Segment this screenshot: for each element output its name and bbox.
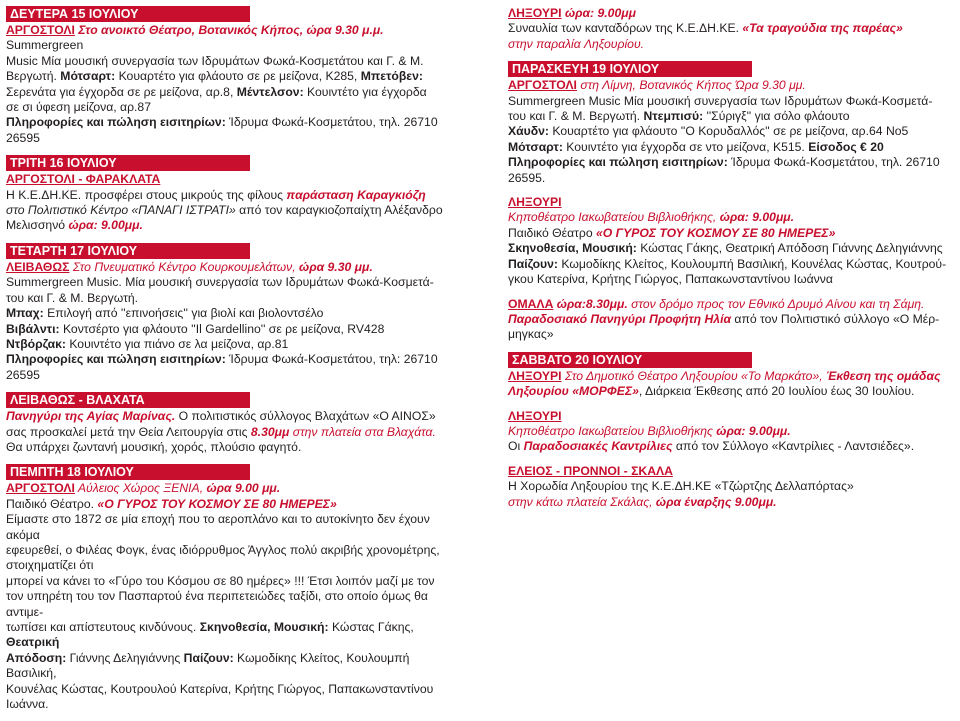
event-title: Παραδοσιακό Πανηγύρι Προφήτη Ηλία — [508, 311, 732, 326]
event-text: Θα υπάρχει ζωντανή μουσική, χορός, πλούσιο φαγητό. — [6, 439, 302, 454]
event-title: παράσταση Καραγκιόζη — [286, 187, 426, 202]
credit-label: Παίζουν: — [183, 650, 234, 665]
info-text: Ίδρυμα Φωκά-Κοσμετάτου, τηλ: 26710 26595 — [6, 352, 438, 382]
event-text: Σερενάτα για έγχορδα σε ρε μείζονα, αρ.8, — [6, 84, 237, 99]
info-text: Ίδρυμα Φωκά-Κοσμετάτου, τηλ. 26710 26595. — [508, 155, 940, 185]
event-text: Summergreen Music. Μία μουσική συνεργασία των Ιδρυμάτων Φωκά-Κοσμετά- — [6, 275, 434, 290]
event-text: μπορεί να κάνει το «Γύρο του Κόσμου σε 80 ημέρες» !!! Έτσι λοιπόν μαζί με τον — [6, 573, 435, 588]
event-time: ώρα:8.30μμ. — [553, 296, 628, 311]
event-time: ώρα: 9.00μμ — [561, 6, 636, 20]
credit-label: Παίζουν: — [508, 256, 558, 271]
lixouri-theatre-section — [508, 195, 954, 287]
place-argostoli: ΑΡΓΟΣΤΟΛΙ — [6, 481, 75, 496]
venue: στην παραλία Ληξουρίου. — [508, 36, 645, 51]
day-header-thursday: ΠΕΜΠΤΗ 18 ΙΟΥΛΙΟΥ — [6, 464, 250, 480]
composer: Μότσαρτ: — [508, 139, 563, 154]
event-title: Πανηγύρι της Αγίας Μαρίνας. — [6, 409, 176, 424]
event-text: σας προσκαλεί μετά την Θεία Λειτουργία στις — [6, 424, 251, 439]
venue: Στο Πνευματικό Κέντρο Κουρκουμελάτων, — [69, 259, 300, 274]
event-text: από τον Σύλλογο «Καντρίλιες - Λαντσιέδες». — [672, 439, 915, 454]
place-lixouri: ΛΗΞΟΥΡΙ — [508, 408, 562, 423]
event-text: από τον καραγκιοζοπαίχτη Αλέξανδρο — [235, 203, 443, 218]
event-text: του και Γ. & Μ. Βεργωτή. — [6, 290, 139, 305]
credit-label: Σκηνοθεσία, Μουσική: — [508, 241, 637, 256]
thursday-section — [6, 464, 454, 712]
event-text: Κώστας Γάκης, — [328, 620, 414, 634]
eleios-section — [508, 464, 954, 510]
info-label: Πληροφορίες και πώληση εισιτηρίων: — [508, 155, 728, 170]
composer: Χάυδν: — [508, 124, 549, 139]
event-text: Οι — [508, 439, 524, 454]
venue: στο Πολιτιστικό Κέντρο «ΠΑΝΑΓΙ ΙΣΤΡΑΤΙ» — [6, 203, 236, 218]
event-text: Κωμοδίκης Κλείτος, Κουλουμπή Βασιλική, Κουνέλας Κώστας, Κουτρού- — [557, 256, 947, 271]
event-text: , Διάρκεια Έκθεσης από 20 Ιουλίου έως 30 Ιουλίου. — [638, 384, 915, 399]
venue: Κηποθέατρο Ιακωβατείου Βιβλιοθήκης, — [508, 210, 720, 225]
credit-label: Απόδοση: — [6, 650, 67, 665]
composer: Μπετόβεν: — [360, 69, 423, 84]
lixouri-concert-section — [508, 6, 954, 52]
event-text: Κουαρτέτο για φλάουτο ''Ο Κορυδαλλός'' σε ρε μείζονα, αρ.64 Νο5 — [548, 124, 909, 139]
event-text: τον υπηρέτη του τον Πασπαρτού ένα περιπετειώδες ταξίδι, στο οποίο όμως θα αντιμε- — [6, 589, 428, 619]
event-text: Επιλογή από ''επινοήσεις'' για βιολί και βιολοντσέλο — [47, 306, 324, 321]
venue: Αύλειος Χώρος ΞΕΝΙΑ, — [74, 481, 207, 496]
place-argostoli: ΑΡΓΟΣΤΟΛΙ — [6, 23, 75, 37]
event-text: Summergreen Music Μία μουσική συνεργασία των Ιδρυμάτων Φωκά-Κοσμετά- — [508, 93, 933, 108]
event-time: 8.30μμ — [250, 424, 290, 439]
event-text: Κωμοδίκης Κλείτος, Κουλουμπή Βασιλική, — [6, 650, 410, 681]
place-lixouri: ΛΗΞΟΥΡΙ — [508, 6, 562, 20]
event-text: Κουνέλας Κώστας, Κουτρουλού Κατερίνα, Κρήτης Γιώργος, Παπακωνσταντίνου Ιωάννα. — [6, 681, 434, 712]
event-text: Η Χορωδία Ληξουρίου της Κ.Ε.ΔΗ.ΚΕ «Τζώρτζης Δελλαπόρτας» — [508, 479, 854, 494]
event-text: Music Μία μουσική συνεργασία των Ιδρυμάτων Φωκά-Κοσμετάτου και Γ. & Μ. — [6, 53, 424, 68]
event-text: Summergreen — [6, 38, 84, 53]
day-header-saturday: ΣΑΒΒΑΤΟ 20 ΙΟΥΛΙΟΥ — [508, 352, 752, 368]
day-header-wednesday: ΤΕΤΑΡΤΗ 17 ΙΟΥΛΙΟΥ — [6, 243, 250, 259]
event-text: Παιδικό Θέατρο — [508, 225, 597, 240]
event-title: «Τα τραγούδια της παρέας» — [742, 21, 903, 36]
event-text: σε σι ύφεση μείζονα, αρ.87 — [6, 100, 151, 115]
entry-price: Είσοδος € 20 — [808, 139, 884, 154]
event-time: ώρα έναρξης 9.00μμ. — [655, 494, 777, 509]
info-text: Ίδρυμα Φωκά-Κοσμετάτου, τηλ. 26710 26595 — [6, 115, 438, 145]
place-header-leivathos-vlachata: ΛΕΙΒΑΘΩΣ - ΒΛΑΧΑΤΑ — [6, 392, 250, 408]
event-text: Βεργωτή. — [6, 69, 61, 84]
venue-time: Στο ανοικτό Θέατρο, Βοτανικός Κήπος, ώρα 9.30 μ.μ. — [74, 23, 384, 37]
event-time: ώρα 9.00 μμ. — [206, 481, 281, 496]
event-text: Συναυλία των καντα̇δόρων της Κ.Ε.ΔΗ.ΚΕ. — [508, 21, 743, 36]
place-eleios-pronnoi-skala: ΕΛΕΙΟΣ - ΠΡΟΝΝΟΙ - ΣΚΑΛΑ — [508, 463, 673, 478]
place-omala: ΟΜΑΛΑ — [508, 296, 554, 311]
venue: στην κάτω πλατεία Σκάλας, — [508, 494, 656, 509]
info-label: Πληροφορίες και πώληση εισιτηρίων: — [6, 352, 226, 367]
event-text: ''Σύριγξ'' για σόλο φλάουτο — [703, 109, 850, 124]
event-text: Γιάννης Δεληγιάννης — [66, 650, 184, 665]
event-text: τωπίσει και απίστευτους κινδύνους. — [6, 620, 200, 634]
place-lixouri: ΛΗΞΟΥΡΙ — [508, 368, 562, 383]
event-title: Έκθεση της ομάδας — [826, 368, 941, 383]
venue-time: στη Λίμνη, Βοτανικός Κήπος Ώρα 9.30 μμ. — [576, 78, 806, 93]
day-header-tuesday: ΤΡΙΤΗ 16 ΙΟΥΛΙΟΥ — [6, 155, 250, 171]
composer: Ντεμπισύ: — [643, 109, 704, 124]
left-column — [6, 6, 454, 721]
event-text: από τον Πολιτιστικό σύλλογο «Ο Μέρ- — [731, 311, 940, 326]
event-time: ώρα: 9.00μμ. — [68, 218, 143, 233]
place-lixouri: ΛΗΞΟΥΡΙ — [508, 195, 562, 210]
place-leivathos: ΛΕΙΒΑΘΩΣ — [6, 259, 70, 274]
event-text: μηγκας» — [508, 327, 554, 342]
saturday-section — [508, 352, 954, 400]
venue: Κηποθέατρο Ιακωβατείου Βιβλιοθήκης — [508, 423, 717, 438]
event-text: Η Κ.Ε.ΔΗ.ΚΕ. προσφέρει στους μικρούς της φίλους — [6, 187, 287, 202]
event-title: «Ο ΓΥΡΟΣ ΤΟΥ ΚΟΣΜΟΥ ΣΕ 80 ΗΜΕΡΕΣ» — [596, 225, 836, 240]
event-text: του και Γ. & Μ. Βεργωτή. — [508, 109, 644, 124]
day-header-monday: ΔΕΥΤΕΡΑ 15 ΙΟΥΛΙΟΥ — [6, 6, 250, 22]
event-time: ώρα 9.30 μμ. — [299, 259, 373, 274]
event-text: γκου Κατερίνα, Κρήτης Γιώργος, Παπακωνσταντίνου Ιωάννα — [508, 272, 833, 287]
venue: στην πλατεία στα Βλαχάτα. — [289, 424, 436, 439]
event-text: Κουιντέτο για έγχορδα σε ντο μείζονα, Κ515. — [562, 139, 809, 154]
monday-section — [6, 6, 454, 146]
composer: Ντβόρζακ: — [6, 336, 70, 351]
event-title: Παραδοσιακές Καντρίλιες — [523, 439, 673, 454]
event-text: Κουαρτέτο για φλάουτο σε ρε μείζονα, Κ285, — [118, 69, 361, 84]
venue: Στο Δημοτικό Θέατρο Ληξουρίου «Το Μαρκάτο», — [561, 368, 827, 383]
event-time: ώρα: 9.00μμ. — [716, 423, 791, 438]
event-text: Μελισσηνό — [6, 218, 69, 233]
credit-label: Σκηνοθεσία, Μουσική: — [199, 620, 329, 634]
event-text: Κοντσέρτο για φλάουτο ''Il Gardellino'' σε ρε μείζονα, RV428 — [62, 321, 385, 336]
lixouri-kantrilies-section — [508, 409, 954, 455]
event-text: εφευρεθεί, ο Φιλέας Φογκ, ένας ιδιόρρυθμος Άγγλος πολύ ακριβής χρονομέτρης, στοιχηματίζει ότι — [6, 542, 440, 573]
info-label: Πληροφορίες και πώληση εισιτηρίων: — [6, 115, 226, 130]
event-text: Κουιντέτο για έγχορδα — [307, 84, 427, 99]
credit-label: Θεατρική — [6, 635, 60, 650]
omala-section — [508, 297, 954, 343]
tuesday-section — [6, 155, 454, 234]
event-text: Είμαστε στο 1872 σε μία εποχή που το αεροπλάνο και το αυτοκίνητο δεν έχουν ακόμα — [6, 512, 430, 542]
wednesday-section — [6, 243, 454, 383]
event-text: Κουιντέτο για πιάνο σε λα μείζονα, αρ.81 — [69, 336, 289, 351]
venue: στον δρόμο προς τον Εθνικό Δρυμό Αίνου και τη Σάμη. — [627, 296, 925, 311]
event-title: «Ο ΓΥΡΟΣ ΤΟΥ ΚΟΣΜΟΥ ΣΕ 80 ΗΜΕΡΕΣ» — [97, 496, 337, 511]
day-header-friday: ΠΑΡΑΣΚΕΥΗ 19 ΙΟΥΛΙΟΥ — [508, 61, 752, 77]
event-text: Κώστας Γάκης, Θεατρική Απόδοση Γιάννης Δεληγιάννης — [636, 241, 943, 256]
composer: Μέντελσον: — [236, 84, 308, 99]
event-text: Ο πολιτιστικός σύλλογος Βλαχάτων «Ο ΑΙΝΟΣ» — [175, 409, 436, 424]
leivathos-vlachata-section — [6, 392, 454, 455]
right-column — [508, 6, 954, 519]
composer: Μπαχ: — [6, 306, 48, 321]
event-text: Παιδικό Θέατρο. — [6, 496, 98, 511]
place-argostoli-faraklata: ΑΡΓΟΣΤΟΛΙ - ΦΑΡΑΚΛΑΤΑ — [6, 172, 161, 187]
friday-section — [508, 61, 954, 186]
composer: Μότσαρτ: — [60, 69, 119, 84]
event-time: ώρα: 9.00μμ. — [719, 210, 795, 225]
place-argostoli: ΑΡΓΟΣΤΟΛΙ — [508, 78, 577, 93]
event-title: Ληξουρίου «ΜΟΡΦΕΣ» — [508, 384, 639, 399]
composer: Βιβάλντι: — [6, 321, 63, 336]
